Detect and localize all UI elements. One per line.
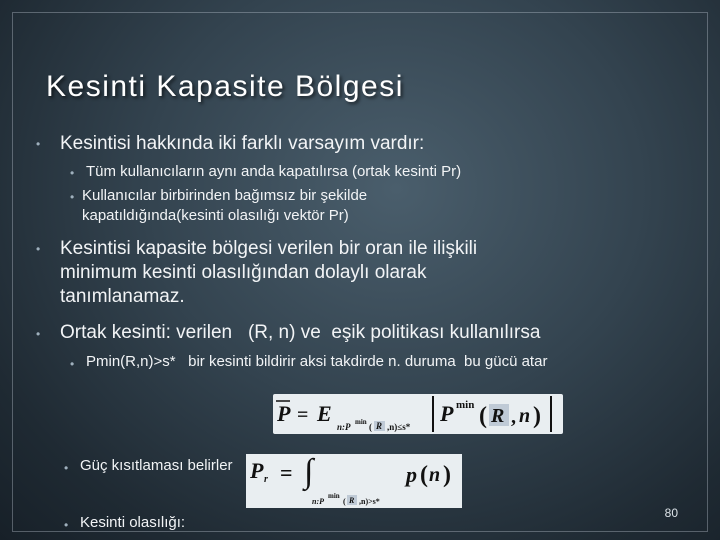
svg-text:min: min bbox=[328, 492, 340, 500]
svg-text:P: P bbox=[250, 458, 264, 483]
svg-text:R: R bbox=[376, 421, 383, 431]
sub-item-independent-outage: Kullanıcılar birbirinden bağımsız bir şekilde kapatıldığında(kesinti olasılığı vektör Pr) bbox=[82, 187, 368, 224]
slide-title: Kesinti Kapasite Bölgesi bbox=[46, 70, 404, 103]
svg-text:(: ( bbox=[369, 422, 372, 432]
svg-text:,: , bbox=[511, 406, 516, 428]
bullet: • bbox=[70, 190, 75, 204]
formula-outage-probability-graphic bbox=[246, 452, 466, 510]
svg-text:min: min bbox=[456, 399, 475, 411]
svg-text:R: R bbox=[491, 405, 505, 427]
formula-average-power bbox=[273, 394, 563, 434]
svg-text:∫: ∫ bbox=[304, 453, 314, 490]
svg-text:=: = bbox=[280, 460, 293, 485]
sub-item-outage-probability: Kesinti olasılığı: bbox=[80, 514, 186, 531]
page-number: 80 bbox=[664, 506, 678, 520]
svg-text:n: n bbox=[429, 464, 441, 486]
bullet: • bbox=[36, 137, 41, 151]
svg-text:n:P: n:P bbox=[337, 422, 351, 432]
bullet-item-common-outage: Ortak kesinti: verilen (R, n) ve eşik politikası kullanılırsa bbox=[60, 322, 541, 343]
bullet: • bbox=[70, 357, 75, 371]
svg-text:,n)>s*: ,n)>s* bbox=[359, 497, 380, 506]
svg-text:P: P bbox=[277, 401, 291, 426]
sub-item-common-outage: Tüm kullanıcıların aynı anda kapatılırsa (ortak kesinti Pr) bbox=[86, 163, 462, 180]
svg-text:E: E bbox=[317, 401, 332, 426]
bullet: • bbox=[70, 166, 75, 180]
svg-text:n: n bbox=[519, 405, 531, 427]
sub-item-power-constraint: Güç kısıtlaması belirler bbox=[80, 457, 233, 474]
svg-text:min: min bbox=[355, 418, 367, 426]
svg-text:): ) bbox=[443, 462, 451, 488]
svg-text:(: ( bbox=[343, 497, 346, 506]
svg-text:(: ( bbox=[420, 462, 428, 488]
svg-text:): ) bbox=[533, 403, 541, 429]
svg-text:r: r bbox=[264, 474, 268, 485]
bullet: • bbox=[64, 518, 69, 532]
svg-text:p: p bbox=[406, 462, 417, 487]
bullet-item-assumptions: Kesintisi hakkında iki farklı varsayım vardır: bbox=[60, 133, 425, 154]
bullet: • bbox=[36, 242, 41, 256]
bullet: • bbox=[36, 327, 41, 341]
svg-text:n:P: n:P bbox=[312, 497, 324, 506]
svg-text:R: R bbox=[349, 496, 355, 505]
bullet-item-capacity-region: Kesintisi kapasite bölgesi verilen bir oran ile ilişkili minimum kesinti olasılığından dolaylı olarak tanımlanamaz. bbox=[60, 238, 478, 307]
formula-outage-probability bbox=[246, 452, 466, 510]
bullet: • bbox=[64, 461, 69, 475]
svg-text:(: ( bbox=[479, 403, 487, 429]
formula-average-power-graphic bbox=[273, 394, 563, 434]
svg-text:P: P bbox=[440, 401, 454, 426]
sub-item-pmin-rule: Pmin(R,n)>s* bir kesinti bildirir aksi takdirde n. duruma bu gücü atar bbox=[86, 353, 548, 370]
svg-text:,n)≤s*: ,n)≤s* bbox=[387, 422, 411, 432]
svg-text:=: = bbox=[297, 404, 309, 426]
